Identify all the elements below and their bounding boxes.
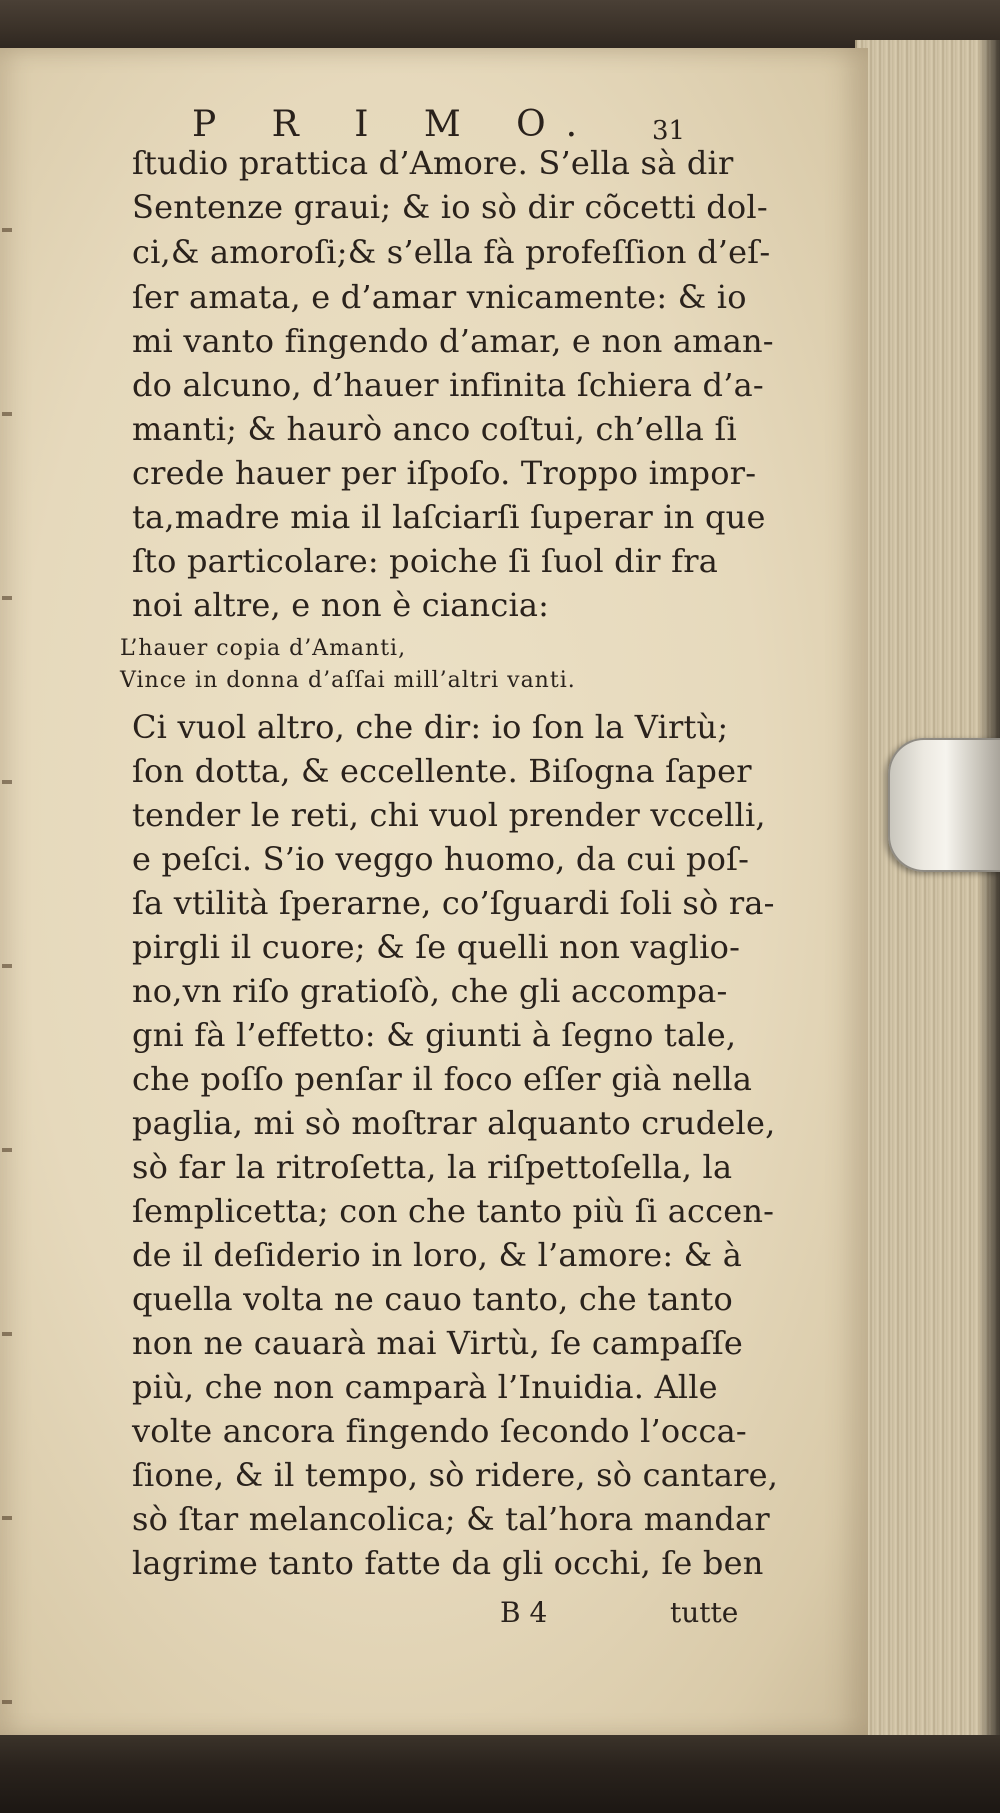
text-line: più, che non camparà l’Inuidia. Alle — [132, 1368, 718, 1406]
text-line: che poſſo penſar il foco eſſer già nella — [132, 1060, 753, 1098]
text-line: ſemplicetta; con che tanto più ſi accen- — [132, 1192, 775, 1230]
text-line: ſtudio prattica d’Amore. S’ella sà dir — [132, 144, 734, 182]
catchword: tutte — [670, 1596, 739, 1629]
text-line: quella volta ne cauo tanto, che tanto — [132, 1280, 733, 1318]
book-bottom-edge — [0, 1735, 1000, 1813]
text-line: crede hauer per iſpoſo. Troppo impor- — [132, 454, 757, 492]
text-line: Sentenze graui; & io sò dir cõcetti dol- — [132, 188, 768, 226]
text-line: pirgli il cuore; & ſe quelli non vaglio- — [132, 928, 741, 966]
book-page — [0, 48, 868, 1738]
text-line: paglia, mi sò moſtrar alquanto crudele, — [132, 1104, 776, 1142]
signature-mark: B 4 — [500, 1596, 548, 1629]
text-line: ſto particolare: poiche ſi ſuol dir fra — [132, 542, 718, 580]
text-line: manti; & haurò anco coſtui, ch’ella ſi — [132, 410, 737, 448]
text-line: ſon dotta, & eccellente. Biſogna ſaper — [132, 752, 752, 790]
page-text — [0, 48, 868, 1738]
page-number: 31 — [652, 116, 686, 146]
text-line: gni fà l’effetto: & giunti à ſegno tale, — [132, 1016, 737, 1054]
verse-line: L’hauer copia d’Amanti, — [120, 636, 407, 661]
text-line: non ne cauarà mai Virtù, ſe campaſſe — [132, 1324, 744, 1362]
text-line: ci,& amoroſi;& s’ella fà profeſſion d’eſ- — [132, 233, 771, 271]
text-line: noi altre, e non è ciancia: — [132, 586, 550, 624]
running-head: P R I M O. — [192, 104, 600, 145]
text-line: no,vn riſo gratioſò, che gli accompa- — [132, 972, 728, 1010]
text-line: e peſci. S’io veggo huomo, da cui poſ- — [132, 840, 750, 878]
page-clip — [888, 738, 1000, 872]
text-line: Ci vuol altro, che dir: io ſon la Virtù; — [132, 708, 729, 746]
text-line: de il deſiderio in loro, & l’amore: & à — [132, 1236, 743, 1274]
book-top-edge — [0, 0, 1000, 50]
text-line: ta,madre mia il laſciarſi ſuperar in que — [132, 498, 766, 536]
text-line: sò ſtar melancolica; & tal’hora mandar — [132, 1500, 770, 1538]
text-line: ſione, & il tempo, sò ridere, sò cantare, — [132, 1456, 779, 1494]
text-line: do alcuno, d’hauer infinita ſchiera d’a- — [132, 366, 764, 404]
page-stack-shadow — [980, 40, 1000, 1740]
text-line: ſa vtilità ſperarne, co’ſguardi ſoli sò ra- — [132, 884, 775, 922]
text-line: tender le reti, chi vuol prender vccelli, — [132, 796, 766, 834]
text-line: sò far la ritroſetta, la riſpettoſella, la — [132, 1148, 733, 1186]
text-line: volte ancora fingendo ſecondo l’occa- — [132, 1412, 747, 1450]
text-line: lagrime tanto fatte da gli occhi, ſe ben — [132, 1544, 764, 1582]
text-line: mi vanto fingendo d’amar, e non aman- — [132, 322, 774, 360]
verse-line: Vince in donna d’aſſai mill’altri vanti. — [120, 668, 576, 693]
text-line: ſer amata, e d’amar vnicamente: & io — [132, 278, 747, 316]
page-stack-edge — [855, 40, 1000, 1740]
